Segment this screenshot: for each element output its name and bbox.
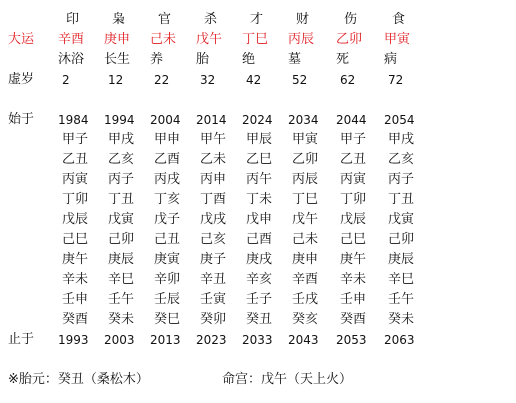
minggong-text: 命宫：戊午（天上火） (222, 372, 353, 387)
end-year: 2063 (384, 333, 415, 347)
liunian-pillar: 壬辰 (154, 292, 181, 307)
liunian-pillar: 丙辰 (292, 172, 319, 187)
liunian-pillar: 甲戌 (108, 132, 135, 147)
liunian-pillar: 丙寅 (340, 172, 367, 187)
liunian-pillar: 丙申 (200, 172, 227, 187)
liunian-pillar: 乙巳 (246, 152, 273, 167)
start-year: 2004 (150, 113, 181, 127)
start-age: 62 (340, 73, 356, 87)
ten-god-label: 才 (250, 12, 264, 27)
start-age: 22 (154, 73, 170, 87)
end-year: 2033 (242, 333, 273, 347)
liunian-pillar: 戊戌 (200, 212, 227, 227)
liunian-pillar: 壬午 (388, 292, 415, 307)
liunian-pillar: 己卯 (108, 232, 135, 247)
zhiyu-label: 止于 (8, 332, 35, 347)
liunian-pillar: 丁亥 (154, 192, 181, 207)
end-year: 1993 (58, 333, 89, 347)
liunian-pillar: 辛未 (62, 272, 89, 287)
liunian-pillar: 丁卯 (62, 192, 89, 207)
liunian-pillar: 壬寅 (200, 292, 227, 307)
liunian-pillar: 丙子 (388, 172, 415, 187)
liunian-pillar: 庚戌 (246, 252, 273, 267)
start-year: 1984 (58, 113, 89, 127)
dayun-pillar: 庚申 (104, 32, 131, 47)
liunian-pillar: 庚午 (340, 252, 367, 267)
liunian-pillar: 辛未 (340, 272, 367, 287)
liunian-pillar: 己酉 (246, 232, 273, 247)
end-year: 2013 (150, 333, 181, 347)
liunian-pillar: 戊辰 (62, 212, 89, 227)
liunian-pillar: 丁巳 (292, 192, 319, 207)
taiyuan-text: ※胎元：癸丑（桑松木） (8, 372, 149, 387)
liunian-pillar: 丙午 (246, 172, 273, 187)
liunian-pillar: 甲辰 (246, 132, 273, 147)
liunian-pillar: 甲寅 (292, 132, 319, 147)
start-age: 2 (62, 73, 70, 87)
liunian-pillar: 辛亥 (246, 272, 273, 287)
liunian-pillar: 己未 (292, 232, 319, 247)
liunian-pillar: 乙亥 (388, 152, 415, 167)
liunian-pillar: 壬申 (62, 292, 89, 307)
dayun-pillar: 戊午 (196, 32, 223, 47)
liunian-pillar: 壬子 (246, 292, 273, 307)
liunian-pillar: 癸亥 (292, 312, 319, 327)
start-year: 2014 (196, 113, 227, 127)
liunian-pillar: 乙酉 (154, 152, 181, 167)
liunian-pillar: 戊午 (292, 212, 319, 227)
life-stage: 绝 (242, 52, 256, 67)
ten-god-label: 伤 (344, 12, 358, 27)
liunian-pillar: 丁丑 (108, 192, 135, 207)
liunian-pillar: 庚子 (200, 252, 227, 267)
end-year: 2023 (196, 333, 227, 347)
liunian-pillar: 癸巳 (154, 312, 181, 327)
liunian-pillar: 丁丑 (388, 192, 415, 207)
liunian-pillar: 乙丑 (340, 152, 367, 167)
liunian-pillar: 甲戌 (388, 132, 415, 147)
dayun-pillar: 甲寅 (384, 32, 411, 47)
liunian-pillar: 庚申 (292, 252, 319, 267)
start-age: 42 (246, 73, 262, 87)
liunian-pillar: 辛巳 (388, 272, 415, 287)
ten-god-label: 枭 (112, 12, 126, 27)
liunian-pillar: 庚寅 (154, 252, 181, 267)
start-age: 32 (200, 73, 216, 87)
liunian-pillar: 癸卯 (200, 312, 227, 327)
liunian-pillar: 丁卯 (340, 192, 367, 207)
liunian-pillar: 丙戌 (154, 172, 181, 187)
life-stage: 病 (384, 52, 398, 67)
liunian-pillar: 戊申 (246, 212, 273, 227)
liunian-pillar: 己丑 (154, 232, 181, 247)
liunian-pillar: 辛巳 (108, 272, 135, 287)
liunian-pillar: 乙卯 (292, 152, 319, 167)
liunian-pillar: 癸丑 (246, 312, 273, 327)
start-age: 12 (108, 73, 124, 87)
liunian-pillar: 癸未 (388, 312, 415, 327)
dayun-pillar: 己未 (150, 32, 177, 47)
life-stage: 胎 (196, 52, 210, 67)
end-year: 2003 (104, 333, 135, 347)
ten-god-label: 杀 (204, 12, 218, 27)
start-year: 1994 (104, 113, 135, 127)
start-year: 2024 (242, 113, 273, 127)
liunian-pillar: 戊寅 (108, 212, 135, 227)
liunian-pillar: 甲申 (154, 132, 181, 147)
liunian-pillar: 己巳 (62, 232, 89, 247)
liunian-pillar: 庚辰 (108, 252, 135, 267)
liunian-pillar: 甲子 (340, 132, 367, 147)
liunian-pillar: 甲子 (62, 132, 89, 147)
start-year: 2054 (384, 113, 415, 127)
end-year: 2053 (336, 333, 367, 347)
start-age: 52 (292, 73, 308, 87)
liunian-pillar: 丙寅 (62, 172, 89, 187)
life-stage: 沐浴 (58, 52, 85, 67)
dayun-pillar: 丙辰 (288, 32, 315, 47)
end-year: 2043 (288, 333, 319, 347)
ten-god-label: 印 (66, 12, 80, 27)
ten-god-label: 食 (392, 12, 406, 27)
liunian-pillar: 己亥 (200, 232, 227, 247)
liunian-pillar: 乙未 (200, 152, 227, 167)
liunian-pillar: 丁酉 (200, 192, 227, 207)
liunian-pillar: 戊辰 (340, 212, 367, 227)
liunian-pillar: 己巳 (340, 232, 367, 247)
liunian-pillar: 癸酉 (340, 312, 367, 327)
xusui-label: 虚岁 (8, 72, 35, 87)
liunian-pillar: 壬申 (340, 292, 367, 307)
liunian-pillar: 丙子 (108, 172, 135, 187)
start-year: 2034 (288, 113, 319, 127)
start-age: 72 (388, 73, 404, 87)
life-stage: 死 (336, 52, 350, 67)
liunian-pillar: 癸未 (108, 312, 135, 327)
liunian-pillar: 辛酉 (292, 272, 319, 287)
liunian-pillar: 庚午 (62, 252, 89, 267)
liunian-pillar: 戊寅 (388, 212, 415, 227)
liunian-pillar: 乙丑 (62, 152, 89, 167)
life-stage: 长生 (104, 52, 131, 67)
liunian-pillar: 辛卯 (154, 272, 181, 287)
start-year: 2044 (336, 113, 367, 127)
liunian-pillar: 乙亥 (108, 152, 135, 167)
liunian-pillar: 庚辰 (388, 252, 415, 267)
liunian-pillar: 丁未 (246, 192, 273, 207)
life-stage: 养 (150, 52, 164, 67)
life-stage: 墓 (288, 52, 302, 67)
liunian-pillar: 辛丑 (200, 272, 227, 287)
ten-god-label: 官 (158, 12, 172, 27)
liunian-pillar: 己卯 (388, 232, 415, 247)
dayun-pillar: 丁巳 (242, 32, 269, 47)
liunian-pillar: 壬戌 (292, 292, 319, 307)
liunian-pillar: 戊子 (154, 212, 181, 227)
liunian-pillar: 癸酉 (62, 312, 89, 327)
dayun-label: 大运 (8, 32, 35, 47)
liunian-pillar: 甲午 (200, 132, 227, 147)
ten-god-label: 财 (296, 12, 310, 27)
shiyu-label: 始于 (8, 112, 35, 127)
dayun-pillar: 乙卯 (336, 32, 363, 47)
dayun-pillar: 辛酉 (58, 32, 85, 47)
liunian-pillar: 壬午 (108, 292, 135, 307)
